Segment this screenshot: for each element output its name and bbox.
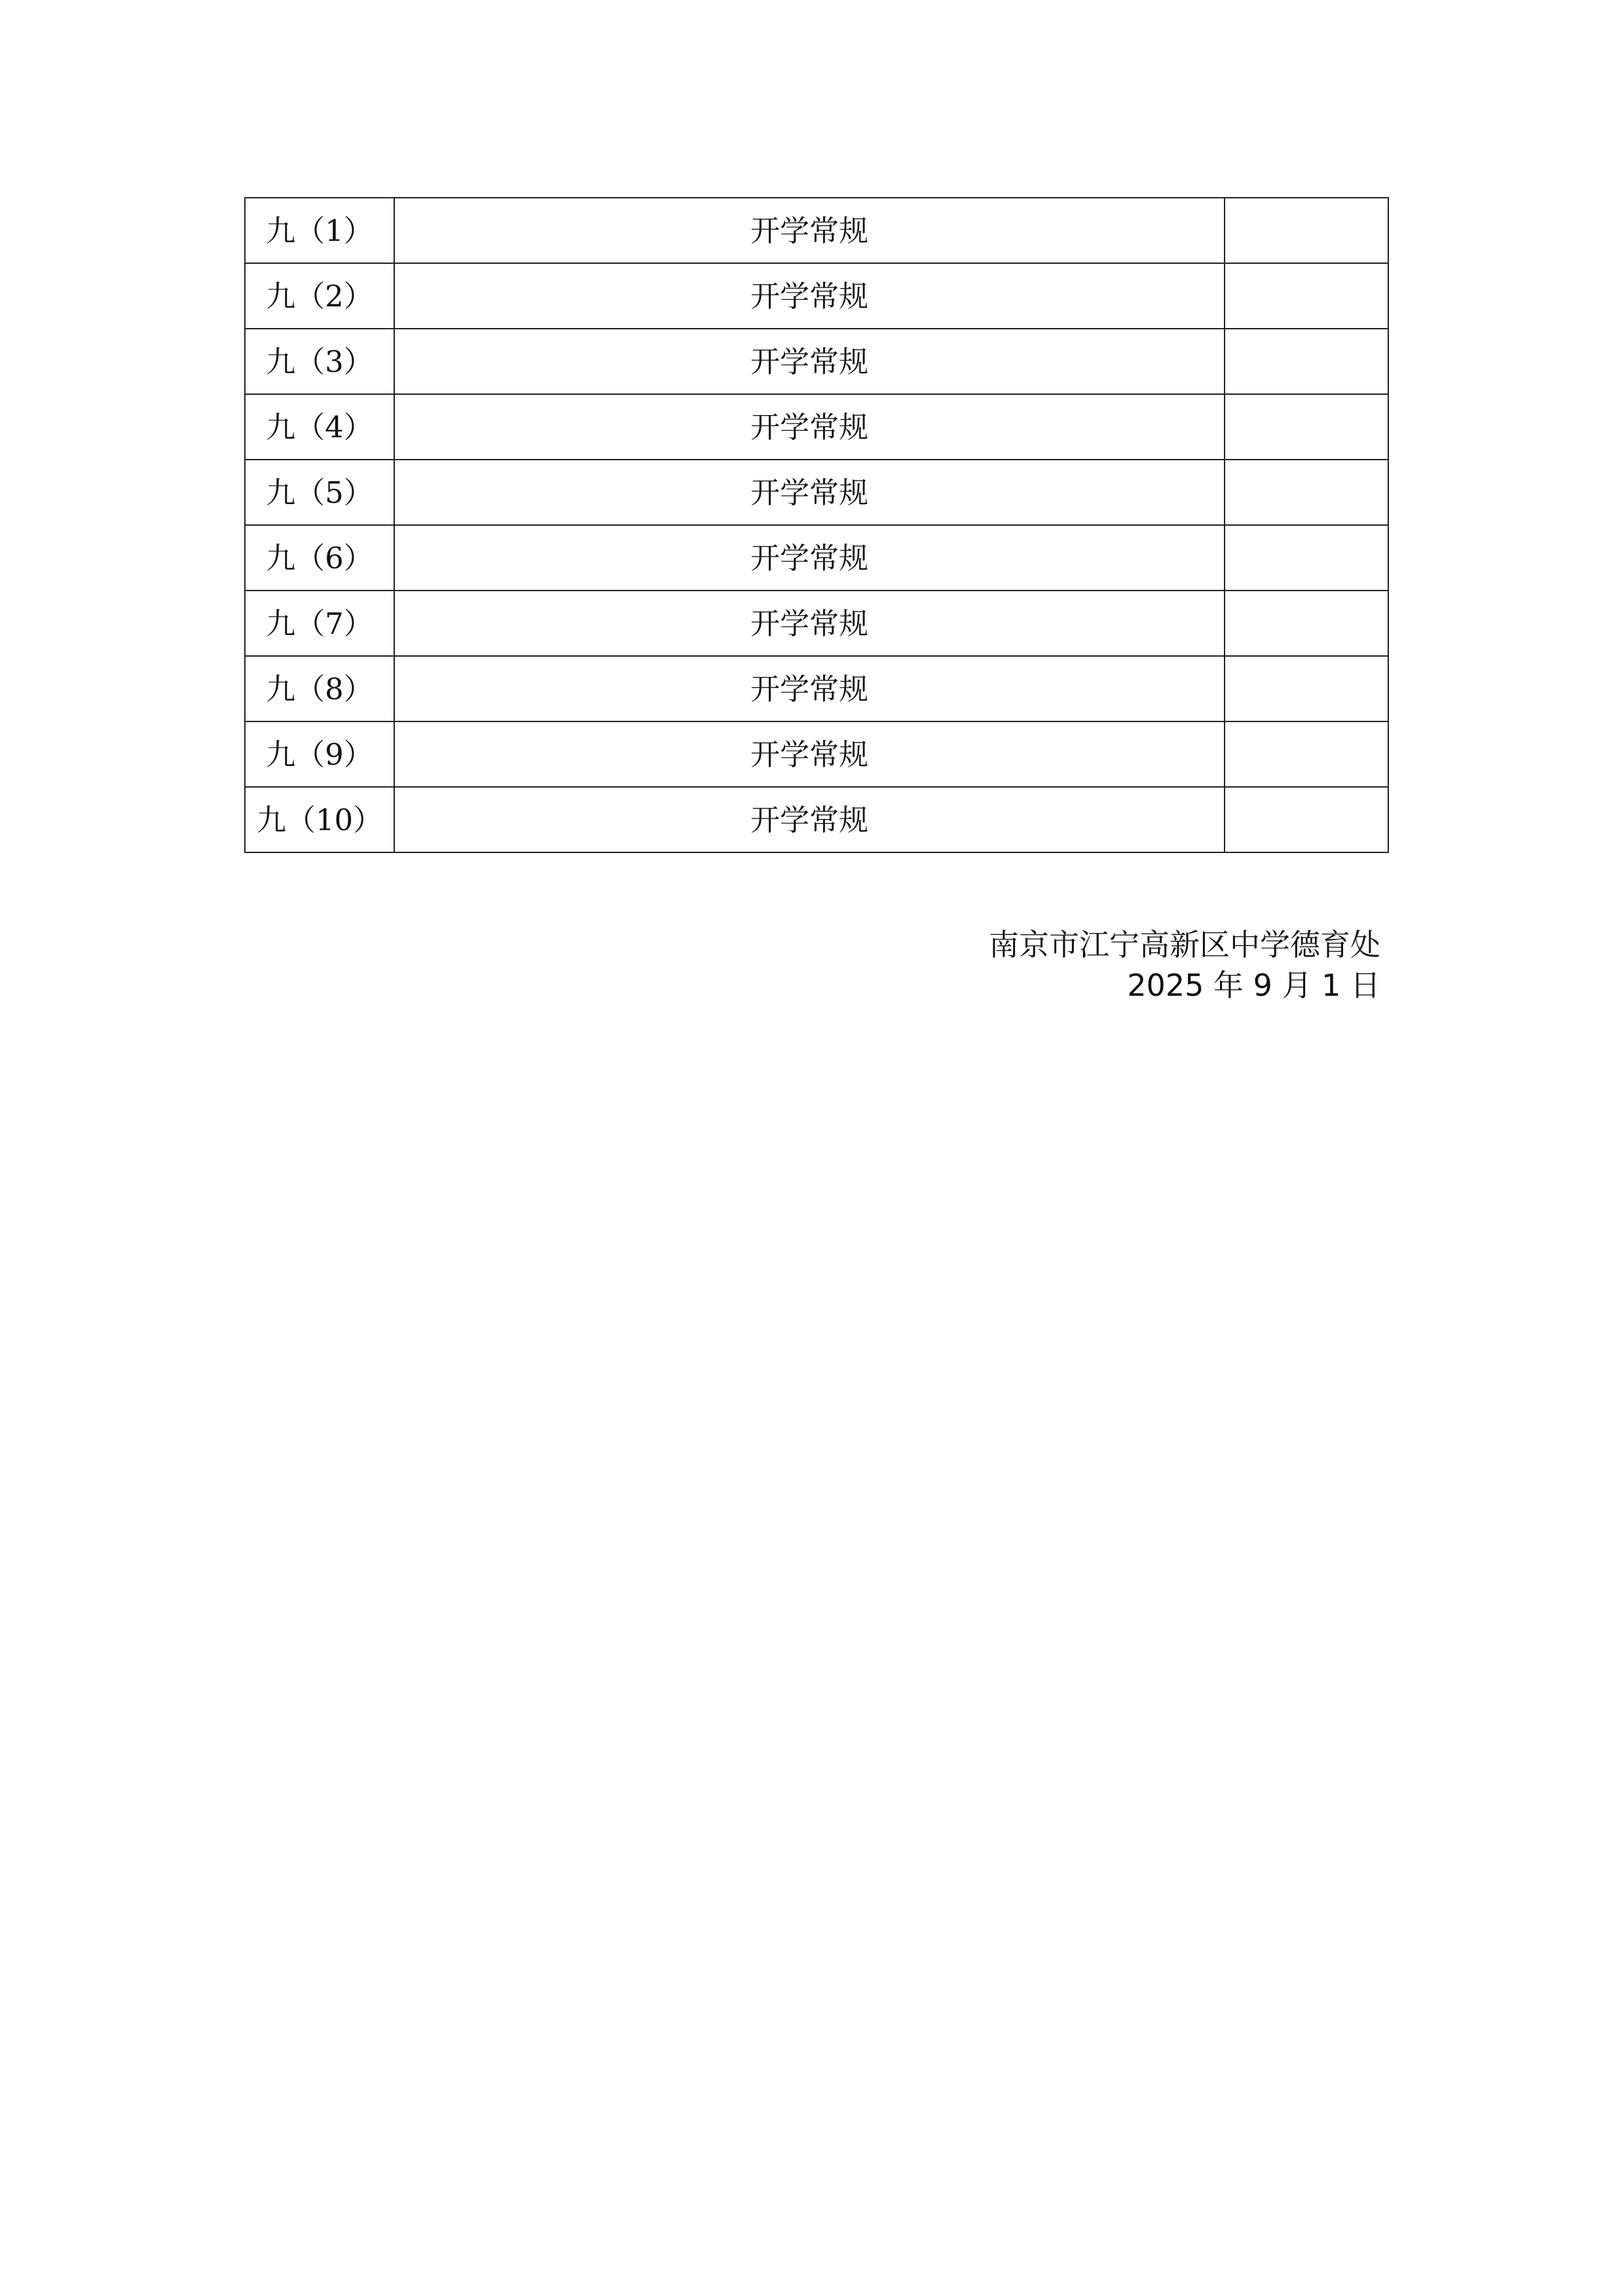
table-row	[245, 721, 1388, 787]
table-row	[245, 460, 1388, 525]
class-cell: 九（8）	[245, 656, 394, 721]
topic-cell: 开学常规	[394, 525, 1225, 591]
table-row	[245, 198, 1388, 263]
table-row	[245, 787, 1388, 852]
class-cell: 九（6）	[245, 525, 394, 591]
note-cell	[1225, 460, 1388, 525]
table-row	[245, 591, 1388, 656]
note-cell	[1225, 525, 1388, 591]
topic-cell: 开学常规	[394, 591, 1225, 656]
note-cell	[1225, 198, 1388, 263]
class-schedule-table	[244, 197, 1389, 853]
table-row	[245, 656, 1388, 721]
issue-date: 2025 年 9 月 1 日	[1127, 968, 1380, 1003]
class-cell: 九（7）	[245, 591, 394, 656]
topic-cell: 开学常规	[394, 656, 1225, 721]
issuing-organization: 南京市江宁高新区中学德育处	[989, 927, 1380, 962]
note-cell	[1225, 591, 1388, 656]
table-row	[245, 394, 1388, 460]
topic-cell: 开学常规	[394, 329, 1225, 394]
class-cell: 九（4）	[245, 394, 394, 460]
topic-cell: 开学常规	[394, 460, 1225, 525]
class-cell: 九（3）	[245, 329, 394, 394]
note-cell	[1225, 787, 1388, 852]
table-row	[245, 525, 1388, 591]
topic-cell: 开学常规	[394, 394, 1225, 460]
class-cell: 九（9）	[245, 721, 394, 787]
class-cell: 九（1）	[245, 198, 394, 263]
topic-cell: 开学常规	[394, 721, 1225, 787]
topic-cell: 开学常规	[394, 198, 1225, 263]
note-cell	[1225, 329, 1388, 394]
class-cell: 九（5）	[245, 460, 394, 525]
table-row	[245, 263, 1388, 329]
document-footer	[989, 924, 1380, 1006]
topic-cell: 开学常规	[394, 787, 1225, 852]
class-cell: 九（2）	[245, 263, 394, 329]
note-cell	[1225, 394, 1388, 460]
topic-cell: 开学常规	[394, 263, 1225, 329]
class-cell: 九（10）	[245, 787, 394, 852]
table-row	[245, 329, 1388, 394]
note-cell	[1225, 721, 1388, 787]
note-cell	[1225, 263, 1388, 329]
note-cell	[1225, 656, 1388, 721]
